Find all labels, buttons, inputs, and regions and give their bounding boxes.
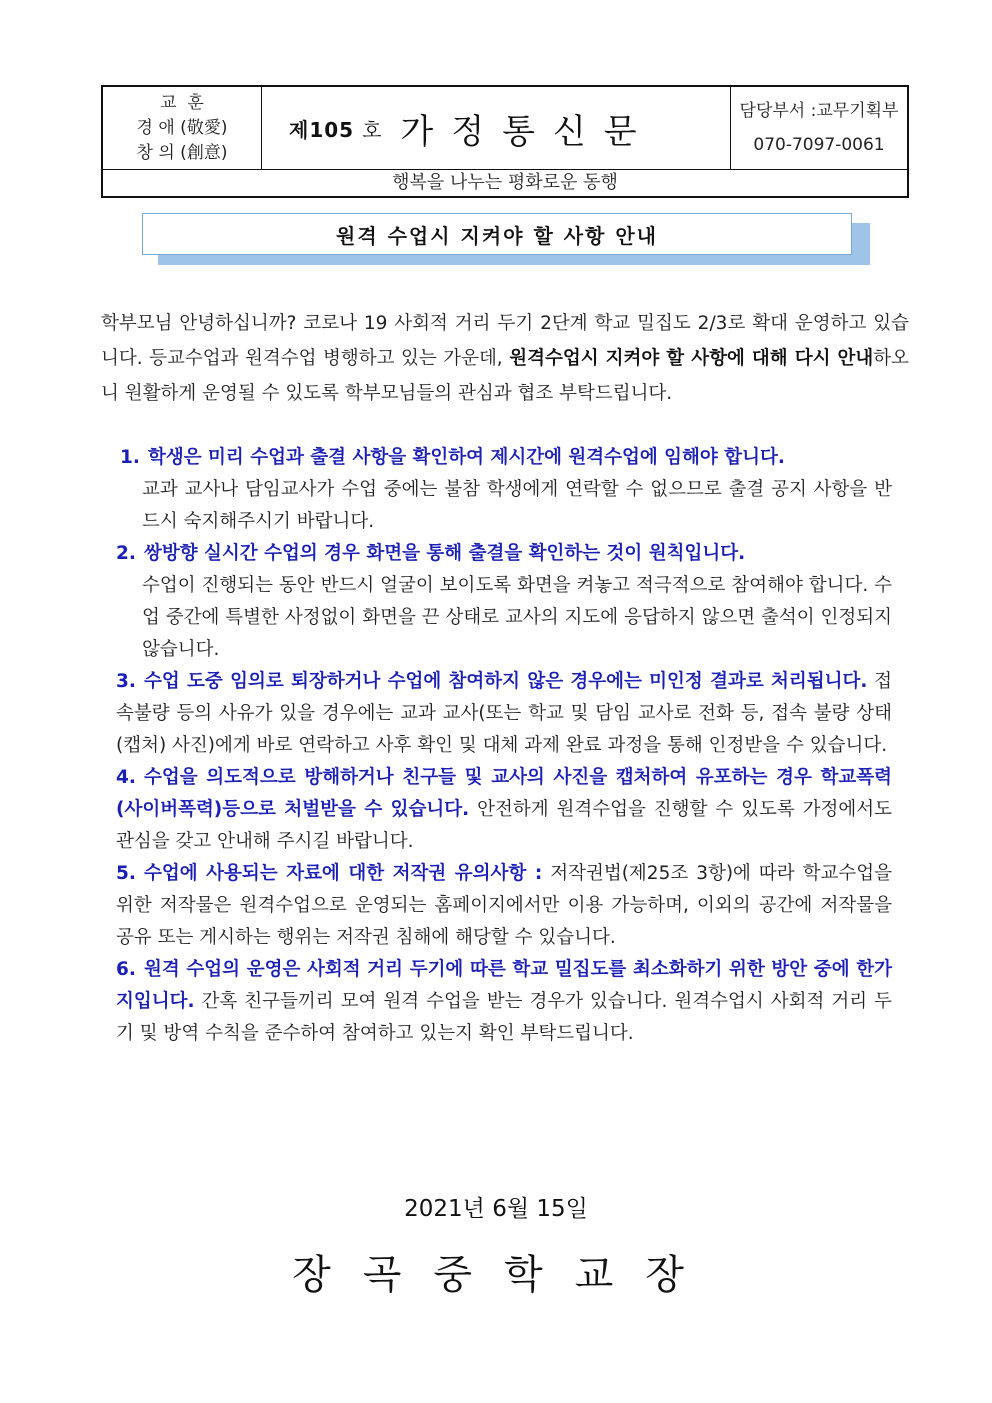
- newsletter-name: 가정통신문: [400, 111, 655, 152]
- intro-text-1: 학부모님 안녕하십니까? 코로나 19 사회적 거리 두기 2단계 학교 밀집도 2/3로 확대 운영하고 있습니다. 등교수업과 원격수업 병행하고 있는 가운데,: [101, 313, 909, 369]
- department-phone: 070-7097-0061: [753, 135, 885, 155]
- item-lead: 수업 도중 임의로 퇴장하거나 수업에 참여하지 않은 경우에는 미인정 결과로 처리됩니다.: [144, 671, 868, 692]
- notice-items-list: [116, 442, 892, 1050]
- item-number: 3.: [116, 671, 136, 692]
- principal-signature: 장곡중학교장: [292, 1252, 716, 1298]
- intro-paragraph: [101, 306, 909, 411]
- notice-item: [116, 954, 892, 1050]
- item-text: 교과 교사나 담임교사가 수업 중에는 불참 학생에게 연락할 수 없으므로 출결 공지 사항을 반드시 숙지해주시기 바랍니다.: [142, 479, 892, 532]
- item-number: 1.: [120, 447, 140, 468]
- notice-item: [116, 538, 892, 666]
- notice-title: 원격 수업시 지켜야 할 사항 안내: [142, 213, 852, 255]
- title-banner: [142, 213, 870, 265]
- item-lead: 원격 수업의 운영은 사회적 거리 두기에 따른 학교 밀집도를 최소화하기 위한 방안 중에 한가지입니다.: [116, 959, 892, 1012]
- item-text: 저작권법(제25조 3항)에 따라 학교수업을 위한 저작물은 원격수업으로 운영되는 홈페이지에서만 이용 가능하며, 이외의 공간에 저작물을 공유 또는 게시하는 행위는 저작권 침해에 해당할 수 있습니다.: [116, 863, 892, 948]
- department-info: [730, 87, 907, 169]
- item-text: 간혹 친구들끼리 모여 원격 수업을 받는 경우가 있습니다. 원격수업시 사회적 거리 두기 및 방역 수칙을 준수하여 참여하고 있는지 확인 부탁드립니다.: [116, 991, 892, 1044]
- item-lead: 수업에 사용되는 자료에 대한 저작권 유의사항 :: [144, 863, 543, 884]
- item-text: 접속불량 등의 사유가 있을 경우에는 교과 교사(또는 학교 및 담임 교사로 전화 등, 접속 불량 상태 (캡처) 사진)에게 바로 연락하고 사후 확인 및 대체 과제 완료 과정을 통해 인정받을 수 있습니다.: [116, 671, 892, 756]
- school-slogan: 행복을 나누는 평화로운 동행: [392, 172, 618, 193]
- department-name: 담당부서 :교무기획부: [739, 101, 899, 121]
- notice-item: [116, 442, 892, 538]
- item-lead: 쌍방향 실시간 수업의 경우 화면을 통해 출결을 확인하는 것이 원칙입니다.: [144, 543, 746, 564]
- item-number: 4.: [116, 767, 136, 788]
- notice-item: [116, 762, 892, 858]
- item-number: 5.: [116, 863, 136, 884]
- item-text: 안전하게 원격수업을 진행할 수 있도록 가정에서도 관심을 갖고 안내해 주시길 바랍니다.: [116, 799, 892, 852]
- item-text: 수업이 진행되는 동안 반드시 얼굴이 보이도록 화면을 켜놓고 적극적으로 참여해야 합니다. 수업 중간에 특별한 사정없이 화면을 끈 상태로 교사의 지도에 응답하지 않으면 출석이 인정되지 않습니다.: [142, 575, 892, 660]
- issue-date: 2021년 6월 15일: [404, 1196, 588, 1222]
- school-motto: [103, 87, 262, 169]
- item-lead: 학생은 미리 수업과 출결 사항을 확인하여 제시간에 원격수업에 임해야 합니다.: [148, 447, 785, 468]
- issue-number: 제105 호: [289, 117, 383, 142]
- newsletter-title-cell: [263, 87, 733, 169]
- item-lead: 수업을 의도적으로 방해하거나 친구들 및 교사의 사진을 캡처하여 유포하는 경우 학교폭력(사이버폭력)등으로 처벌받을 수 있습니다.: [116, 767, 892, 820]
- motto-title: 교 훈: [160, 92, 204, 113]
- newsletter-header: [101, 85, 909, 198]
- notice-item: [116, 666, 892, 762]
- motto-line-2: 창 의 (創意): [136, 142, 228, 163]
- notice-item: [116, 858, 892, 954]
- motto-line-1: 경 애 (敬愛): [136, 117, 228, 138]
- intro-text-2: 하오니 원활하게 운영될 수 있도록 학부모님들의 관심과 협조 부탁드립니다.: [101, 348, 910, 404]
- intro-emphasis: 원격수업시 지켜야 할 사항에 대해 다시 안내: [509, 348, 874, 369]
- header-top-row: [103, 87, 907, 170]
- item-number: 2.: [116, 543, 136, 564]
- item-number: 6.: [116, 959, 136, 980]
